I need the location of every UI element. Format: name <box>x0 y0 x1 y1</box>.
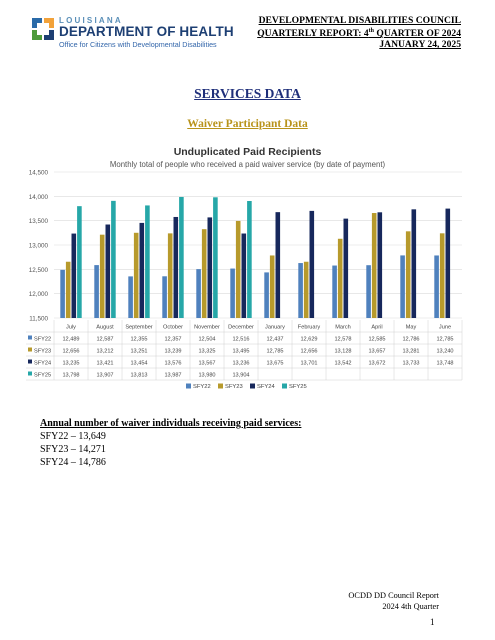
data-label: 13,701 <box>300 360 318 367</box>
bar-sfy22 <box>332 266 337 318</box>
bar-sfy23 <box>236 221 241 318</box>
chart-subtitle: Monthly total of people who received a paid waiver service (by date of payment) <box>109 160 386 169</box>
y-tick-label: 11,500 <box>29 315 48 323</box>
bar-sfy23 <box>134 233 139 318</box>
bar-sfy22 <box>298 263 303 318</box>
section-title: SERVICES DATA <box>194 86 301 101</box>
bar-sfy24 <box>378 212 383 318</box>
data-label: 13,251 <box>130 348 148 355</box>
data-label: 13,240 <box>436 348 454 355</box>
report-date: JANUARY 24, 2025 <box>379 39 461 50</box>
category-label: October <box>163 324 183 331</box>
category-label: November <box>194 324 220 331</box>
legend-swatch <box>218 384 223 389</box>
bar-sfy22 <box>128 276 133 318</box>
bar-sfy23 <box>440 233 445 318</box>
bar-sfy24 <box>106 225 111 318</box>
legend-swatch <box>250 384 255 389</box>
chart-title: Unduplicated Paid Recipients <box>173 146 322 158</box>
y-tick-label: 14,500 <box>28 169 48 177</box>
bar-sfy23 <box>406 231 411 318</box>
series-name: SFY22 <box>34 336 52 343</box>
bar-sfy24 <box>72 234 77 318</box>
bar-sfy24 <box>412 209 417 318</box>
bar-sfy24 <box>310 211 315 318</box>
bar-sfy24 <box>242 234 247 318</box>
data-label: 12,785 <box>266 348 284 355</box>
data-label: 12,785 <box>436 336 454 343</box>
data-label: 13,907 <box>96 372 114 379</box>
data-label: 13,212 <box>96 348 114 355</box>
bar-sfy23 <box>338 239 343 318</box>
y-tick-label: 14,000 <box>28 193 48 201</box>
data-label: 13,325 <box>198 348 216 355</box>
series-name: SFY25 <box>34 372 52 379</box>
footer-report-name: OCDD DD Council Report <box>348 591 439 600</box>
data-label: 13,733 <box>402 360 420 367</box>
annual-summary <box>40 417 301 469</box>
series-name: SFY24 <box>34 360 52 367</box>
legend-swatch <box>186 384 191 389</box>
bar-sfy24 <box>344 219 349 318</box>
category-label: May <box>405 324 417 331</box>
data-label: 13,421 <box>96 360 114 367</box>
data-label: 12,585 <box>368 336 386 343</box>
legend-label: SFY22 <box>193 384 211 390</box>
y-tick-label: 12,500 <box>28 266 48 274</box>
category-label: April <box>371 324 383 331</box>
bar-sfy25 <box>145 205 150 318</box>
data-label: 13,235 <box>62 360 80 367</box>
bar-sfy25 <box>179 197 184 318</box>
data-label: 13,567 <box>198 360 216 367</box>
data-label: 13,813 <box>130 372 148 379</box>
data-label: 12,489 <box>62 336 80 343</box>
footer-quarter: 2024 4th Quarter <box>382 602 439 611</box>
bar-sfy22 <box>196 269 201 318</box>
bar-sfy25 <box>247 201 252 318</box>
legend-label: SFY25 <box>289 384 307 390</box>
bar-sfy22 <box>162 276 167 318</box>
y-tick-label: 13,000 <box>28 242 48 250</box>
data-label: 13,657 <box>368 348 386 355</box>
bar-sfy22 <box>264 272 269 318</box>
data-label: 13,236 <box>232 360 250 367</box>
data-label: 12,656 <box>300 348 318 355</box>
category-label: January <box>265 324 285 331</box>
data-label: 13,239 <box>164 348 182 355</box>
category-label: August <box>96 324 114 331</box>
series-legend-key <box>28 360 32 364</box>
bar-sfy22 <box>366 265 371 318</box>
series-legend-key <box>28 348 32 352</box>
bar-sfy23 <box>270 255 275 318</box>
logo-office-name: Office for Citizens with Developmental Disabilities <box>59 40 217 49</box>
series-legend-key <box>28 372 32 376</box>
bar-sfy25 <box>77 206 82 318</box>
data-label: 12,587 <box>96 336 114 343</box>
bar-sfy22 <box>60 270 65 318</box>
report-council-title: DEVELOPMENTAL DISABILITIES COUNCIL <box>258 15 461 26</box>
bar-sfy24 <box>446 209 451 318</box>
annual-summary-heading: Annual number of waiver individuals receiving paid services: <box>40 418 302 429</box>
report-quarter-line: QUARTERLY REPORT: 4th QUARTER OF 2024 <box>257 28 461 40</box>
bar-sfy22 <box>400 255 405 318</box>
data-label: 13,542 <box>334 360 352 367</box>
data-label: 13,672 <box>368 360 386 367</box>
bar-sfy23 <box>202 229 207 318</box>
data-label: 12,355 <box>130 336 148 343</box>
category-label: September <box>125 324 153 331</box>
bar-sfy24 <box>140 223 145 318</box>
data-label: 13,980 <box>198 372 216 379</box>
annual-summary-item: SFY23 – 14,271 <box>40 444 106 455</box>
footer <box>348 590 439 612</box>
category-label: July <box>66 324 76 331</box>
data-label: 13,675 <box>266 360 284 367</box>
data-label: 13,281 <box>402 348 420 355</box>
category-label: February <box>297 324 321 331</box>
data-label: 13,576 <box>164 360 182 367</box>
legend-swatch <box>282 384 287 389</box>
data-label: 12,516 <box>232 336 250 343</box>
category-label: June <box>438 324 452 331</box>
data-label: 13,798 <box>62 372 80 379</box>
data-label: 12,504 <box>198 336 216 343</box>
category-label: December <box>228 324 254 331</box>
logo-department-name: DEPARTMENT OF HEALTH <box>59 24 234 39</box>
subsection-title: Waiver Participant Data <box>187 118 308 130</box>
bar-sfy24 <box>174 217 179 318</box>
series-legend-key <box>28 336 32 340</box>
data-label: 13,454 <box>130 360 148 367</box>
bar-sfy23 <box>168 233 173 318</box>
data-label: 12,578 <box>334 336 352 343</box>
data-label: 13,495 <box>232 348 250 355</box>
data-label: 13,748 <box>436 360 454 367</box>
y-tick-label: 12,000 <box>28 291 48 299</box>
category-label: March <box>335 324 351 331</box>
data-label: 12,357 <box>164 336 182 343</box>
bar-sfy24 <box>276 212 281 318</box>
bar-sfy22 <box>230 269 235 318</box>
bar-sfy23 <box>372 213 377 318</box>
bar-sfy23 <box>100 235 105 318</box>
data-label: 12,656 <box>62 348 80 355</box>
annual-summary-item: SFY24 – 14,786 <box>40 457 106 468</box>
bar-sfy25 <box>111 201 116 318</box>
bar-sfy23 <box>304 262 309 318</box>
y-tick-label: 13,500 <box>28 218 48 226</box>
series-name: SFY23 <box>34 348 52 355</box>
bar-sfy22 <box>434 255 439 318</box>
logo-state-name: LOUISIANA <box>59 16 123 25</box>
data-label: 12,629 <box>300 336 318 343</box>
data-label: 12,437 <box>266 336 284 343</box>
data-label: 12,786 <box>402 336 420 343</box>
bar-sfy22 <box>94 265 99 318</box>
bar-sfy25 <box>213 197 218 318</box>
data-label: 13,987 <box>164 372 182 379</box>
data-label: 13,128 <box>334 348 352 355</box>
page-number: 1 <box>430 617 435 627</box>
legend-label: SFY23 <box>225 384 243 390</box>
annual-summary-item: SFY22 – 13,649 <box>40 431 106 442</box>
bar-sfy24 <box>208 217 213 318</box>
bar-sfy23 <box>66 262 71 318</box>
legend-label: SFY24 <box>257 384 275 390</box>
data-label: 13,904 <box>232 372 250 379</box>
